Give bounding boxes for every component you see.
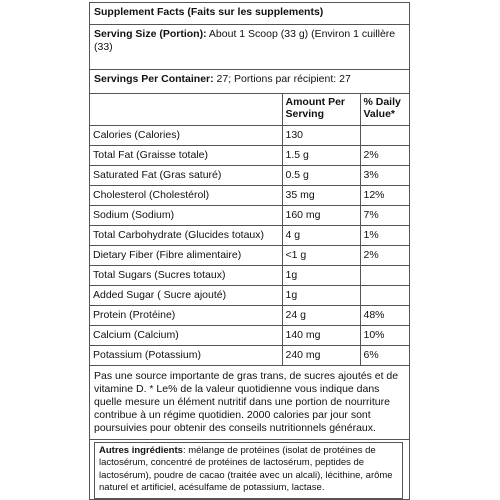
table-row — [90, 125, 409, 145]
serving-size-value: About 1 Scoop (33 g) (Environ 1 cuillère (33) — [94, 28, 396, 53]
nutrient-daily-value: 12% — [360, 185, 409, 205]
nutrient-name: Total Sugars (Sucres totaux) — [90, 265, 282, 285]
table-row — [90, 325, 409, 345]
table-row — [90, 265, 409, 285]
nutrient-rows — [90, 125, 409, 365]
nutrient-amount: 140 mg — [282, 325, 360, 345]
table-row — [90, 145, 409, 165]
nutrient-amount: 35 mg — [282, 185, 360, 205]
nutrient-daily-value: 6% — [360, 345, 409, 365]
servings-per-container — [90, 70, 409, 94]
nutrient-name: Calcium (Calcium) — [90, 325, 282, 345]
ingredients-label: Autres ingrédients — [99, 444, 183, 456]
table-row — [90, 165, 409, 185]
header-blank — [90, 94, 282, 125]
nutrient-name: Dietary Fiber (Fibre alimentaire) — [90, 245, 282, 265]
nutrient-name: Calories (Calories) — [90, 125, 282, 145]
serving-size-label: Serving Size (Portion): — [94, 28, 207, 40]
nutrient-amount: 1g — [282, 265, 360, 285]
nutrient-amount: 130 — [282, 125, 360, 145]
table-row — [90, 285, 409, 305]
nutrient-name: Potassium (Potassium) — [90, 345, 282, 365]
nutrient-daily-value — [360, 265, 409, 285]
nutrient-name: Saturated Fat (Gras saturé) — [90, 165, 282, 185]
nutrient-daily-value: 48% — [360, 305, 409, 325]
ingredients-text: : mélange de protéines (isolat de protéines de lactosérum, concentré de protéines de lactosérum, peptides de lactosérum), poudre de cacao (traitée avec un alcali), lécithine, arôme naturel et artificiel, acésulfame de potassium, lactase. — [99, 444, 393, 493]
nutrient-amount: 24 g — [282, 305, 360, 325]
table-row — [90, 305, 409, 325]
nutrient-amount: 240 mg — [282, 345, 360, 365]
nutrient-amount: 160 mg — [282, 205, 360, 225]
nutrient-name: Cholesterol (Cholestérol) — [90, 185, 282, 205]
footnote: Pas une source importante de gras trans, de sucres ajoutés et de vitamine D. * Le% de la valeur quotidienne vous indique dans quelle mesure un élément nutritif dans une portion de nourriture contribue à un régime quotidien. 2000 calories par jour sont poursuivies pour obtenir des conseils nutritionnels généraux. — [90, 366, 409, 440]
table-row — [90, 205, 409, 225]
table-header-row — [90, 94, 409, 125]
nutrient-daily-value — [360, 125, 409, 145]
nutrient-amount: 1.5 g — [282, 145, 360, 165]
nutrient-amount: 1g — [282, 285, 360, 305]
nutrient-daily-value: 10% — [360, 325, 409, 345]
header-amount: Amount Per Serving — [282, 94, 360, 125]
nutrient-amount: <1 g — [282, 245, 360, 265]
servings-per-container-value: 27; Portions par récipient: 27 — [213, 73, 351, 85]
panel-title: Supplement Facts (Faits sur les supplements) — [90, 3, 409, 25]
nutrient-table — [90, 94, 409, 366]
nutrient-daily-value: 1% — [360, 225, 409, 245]
nutrient-name: Total Fat (Graisse totale) — [90, 145, 282, 165]
nutrient-daily-value: 2% — [360, 245, 409, 265]
nutrient-amount: 4 g — [282, 225, 360, 245]
serving-size — [90, 25, 409, 70]
nutrient-daily-value: 3% — [360, 165, 409, 185]
header-daily-value: % Daily Value* — [360, 94, 409, 125]
nutrient-name: Added Sugar ( Sucre ajouté) — [90, 285, 282, 305]
table-row — [90, 345, 409, 365]
nutrient-name: Sodium (Sodium) — [90, 205, 282, 225]
supplement-facts-panel — [89, 2, 410, 500]
nutrient-daily-value: 2% — [360, 145, 409, 165]
nutrient-name: Protein (Protéine) — [90, 305, 282, 325]
ingredients-box — [94, 442, 403, 499]
nutrient-daily-value — [360, 285, 409, 305]
table-row — [90, 245, 409, 265]
table-row — [90, 185, 409, 205]
table-row — [90, 225, 409, 245]
nutrient-daily-value: 7% — [360, 205, 409, 225]
nutrient-name: Total Carbohydrate (Glucides totaux) — [90, 225, 282, 245]
nutrient-amount: 0.5 g — [282, 165, 360, 185]
servings-per-container-label: Servings Per Container: — [94, 73, 214, 85]
